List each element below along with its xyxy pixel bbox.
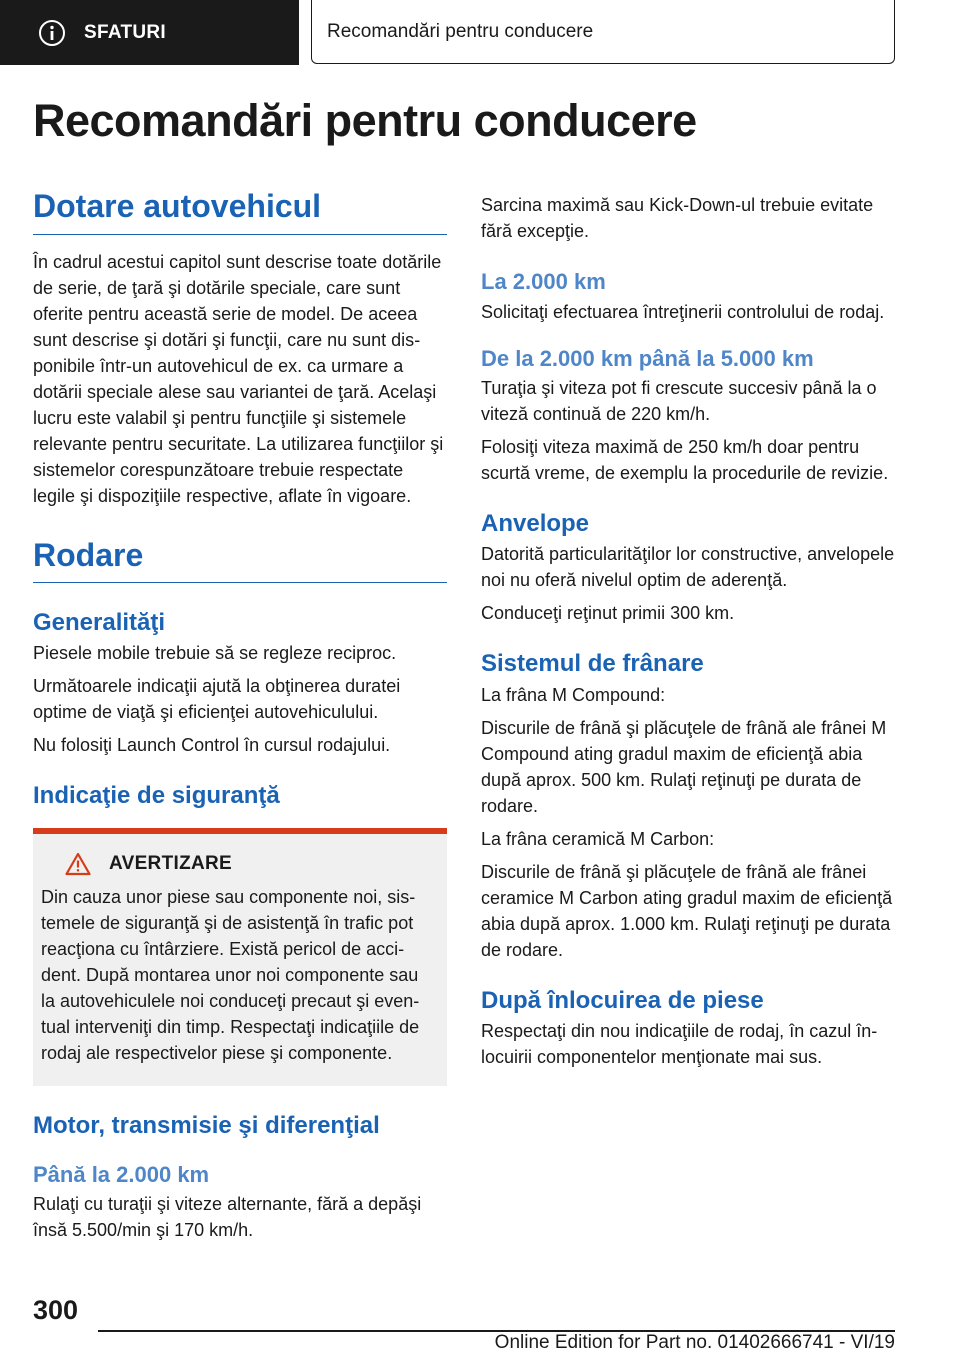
heading-anvelope: Anvelope [481,510,590,538]
heading-motor-transmisie: Motor, transmisie şi diferenţial [33,1111,380,1139]
page-number: 300 [33,1295,79,1325]
header-chapter-tab [311,0,895,64]
heading-la-2000-km: La 2.000 km [481,269,606,294]
warning-header [41,852,433,876]
chapter-title: Recomandări pentru conducere [327,20,594,42]
right-column [481,192,895,1070]
franare-paragraph-1: La frâna M Compound: [481,684,666,705]
heading-rodare: Rodare [33,535,447,584]
de-2000-paragraph-1: Turaţia şi viteza pot fi crescute succesiv până la o viteză continuă de 220 km/h. [481,378,877,425]
de-2000-paragraph-2: Folosiţi viteza maximă de 250 km/h doar pentru scurtă vreme, de exemplu la procedurile de revizie. [481,437,889,484]
franare-paragraph-2: Discurile de frână şi plăcuţele de frână ale frânei M Compound ating gradul maxim de eficienţă abia după aprox. 500 km. Rulaţi reţinuţi pe durata de rodare. [481,717,887,816]
heading-sistemul-de-franare: Sistemul de frânare [481,650,704,678]
generalitati-paragraph-1: Piesele mobile trebuie să se regleze reciproc. [33,643,397,664]
franare-paragraph-4: Discurile de frână şi plăcuţele de frână ale frânei ceramice M Carbon ating gradul maxim de eficienţă abia după aprox. 1.000 km. Rulaţi reţinuţi pe durata de rodare. [481,861,893,960]
generalitati-paragraph-2: Următoarele indicaţii ajută la obţinerea duratei optime de viaţă şi eficienţei autovehiculului. [33,676,401,723]
inlocuire-paragraph: Respectaţi din nou indicaţiile de rodaj, în cazul înlocuirii componentelor menţionate mai sus. [481,1020,878,1067]
anvelope-paragraph-2: Conduceţi reţinut primii 300 km. [481,603,735,624]
heading-indicatie-siguranta: Indicaţie de siguranţă [33,782,280,810]
heading-de-la-2000-la-5000-km: De la 2.000 km până la 5.000 km [481,345,814,371]
section-label: SFATURI [84,21,166,43]
warning-box [33,828,447,1086]
header-section-tab [0,0,299,65]
pana-2000-paragraph: Rulaţi cu turaţii şi viteze alternante, fără a depăşi însă 5.500/min şi 170 km/h. [33,1194,422,1241]
la-2000-paragraph: Solicitaţi efectuarea întreţinerii controlului de rodaj. [481,301,885,322]
warning-triangle-icon [65,852,91,876]
dotare-paragraph: În cadrul acestui capitol sunt descrise toate dotările de serie, de ţară şi dotările speciale, care sunt oferite pentru această serie de model. De aceea sunt descrise şi dotări şi funcţii, care nu sunt disponibile într-un autovehicul de ex. ca urmare a dotării speciale alese sau variantei de ţară. Acelaşi lucru este valabil şi pentru funcţiile şi sistemele relevante pentru securitate. La utilizarea funcţiilor şi sistemelor corespunzătoare trebuie respectate legile şi dispoziţiile respective, aflate în vigoare. [33,251,444,506]
footer-edition: Online Edition for Part no. 01402666741 - VI/19 [494,1332,895,1353]
left-column [33,186,447,1243]
anvelope-paragraph-1: Datorită particularităţilor lor constructive, anvelopele noi nu oferă nivelul optim de aderenţă. [481,544,895,591]
info-icon [38,19,66,47]
heading-dotare-autovehicul: Dotare autovehicul [33,186,447,235]
generalitati-paragraph-3: Nu folosiţi Launch Control în cursul rodajului. [33,735,391,756]
heading-dupa-inlocuirea-de-piese: După înlocuirea de piese [481,986,764,1014]
intro-paragraph: Sarcina maximă sau Kick-Down-ul trebuie evitate fără excepţie. [481,195,874,241]
heading-generalitati: Generalităţi [33,609,166,637]
page-title: Recomandări pentru conducere [33,95,697,146]
heading-pana-2000-km: Până la 2.000 km [33,1161,210,1187]
franare-paragraph-3: La frâna ceramică M Carbon: [481,828,715,849]
warning-text: Din cauza unor piese sau componente noi, sistemele de siguranţă şi de asistenţă în trafic pot reacţiona cu întârziere. Există pericol de accident. După montarea unor noi componente sau la autovehiculele noi conduceţi precaut şi eventual interveniţi din timp. Respectaţi indicaţiile de rodaj ale respectivelor piese şi componente. [41,886,420,1063]
warning-label: AVERTIZARE [109,852,232,874]
